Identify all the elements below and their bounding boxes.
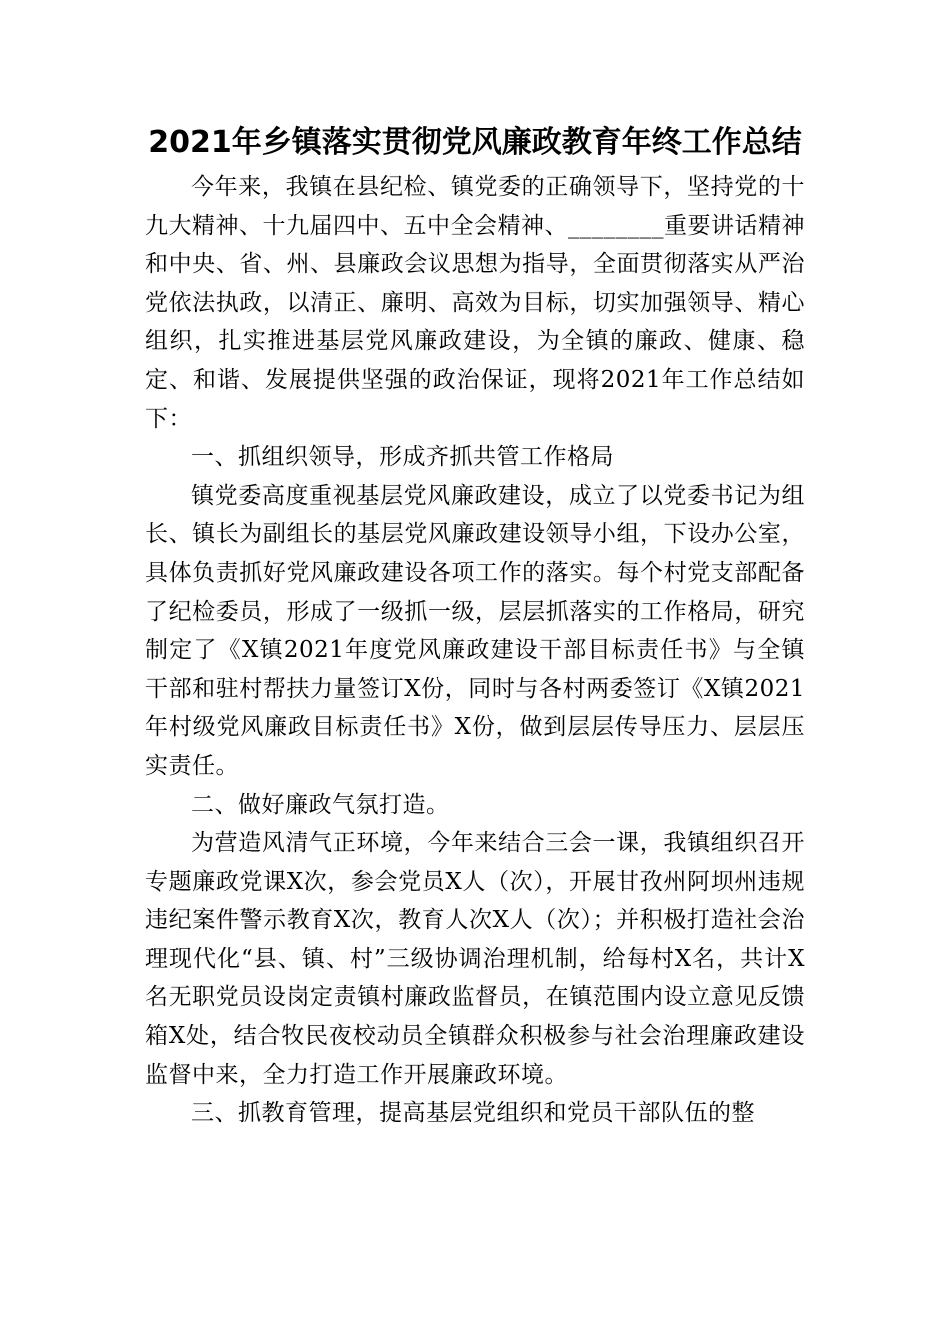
section-heading-2: 二、做好廉政气氛打造。	[191, 791, 450, 818]
section-body-2: 为营造风清气正环境，今年来结合三会一课，我镇组织召开专题廉政党课X次，参会党员X人（次），开展甘孜州阿坝州违规违纪案件警示教育X次，教育人次X人（次）；并积极打造社会治理现代化“县、镇、村”三级协调治理机制，给每村X名，共计X名无职党员设岗定责镇村廉政监督员，在镇范围内设立意见反馈箱X处，结合牧民夜校动员全镇群众积极参与社会治理廉政建设监督中来，全力打造工作开展廉政环境。	[145, 830, 805, 1088]
intro-text-after-blank: 重要讲话精神和中央、省、州、县廉政会议思想为指导，全面贯彻落实从严治党依法执政，以清正、廉明、高效为目标，切实加强领导、精心组织，扎实推进基层党风廉政建设，为全镇的廉政、健康、稳定、和谐、发展提供坚强的政治保证，现将2021年工作总结如下：	[145, 212, 805, 432]
section-heading-3: 三、抓教育管理，提高基层党组织和党员干部队伍的整	[191, 1100, 755, 1127]
section-heading-1: 一、抓组织领导，形成齐抓共管工作格局	[191, 444, 614, 471]
intro-text-before-blank: 今年来，我镇在县纪检、镇党委的正确领导下，坚持党的十九大精神、十九届四中、五中全会精神、	[145, 174, 805, 239]
intro-paragraph	[145, 168, 805, 438]
document-title: 2021年乡镇落实贯彻党风廉政教育年终工作总结	[148, 125, 802, 160]
intro-blank: ________	[568, 212, 664, 239]
section-body-1: 镇党委高度重视基层党风廉政建设，成立了以党委书记为组长、镇长为副组长的基层党风廉政建设领导小组，下设办公室，具体负责抓好党风廉政建设各项工作的落实。每个村党支部配备了纪检委员，形成了一级抓一级，层层抓落实的工作格局，研究制定了《X镇2021年度党风廉政建设干部目标责任书》与全镇干部和驻村帮扶力量签订X份，同时与各村两委签订《X镇2021年村级党风廉政目标责任书》X份，做到层层传导压力、层层压实责任。	[145, 482, 805, 779]
document-page	[145, 118, 805, 1133]
